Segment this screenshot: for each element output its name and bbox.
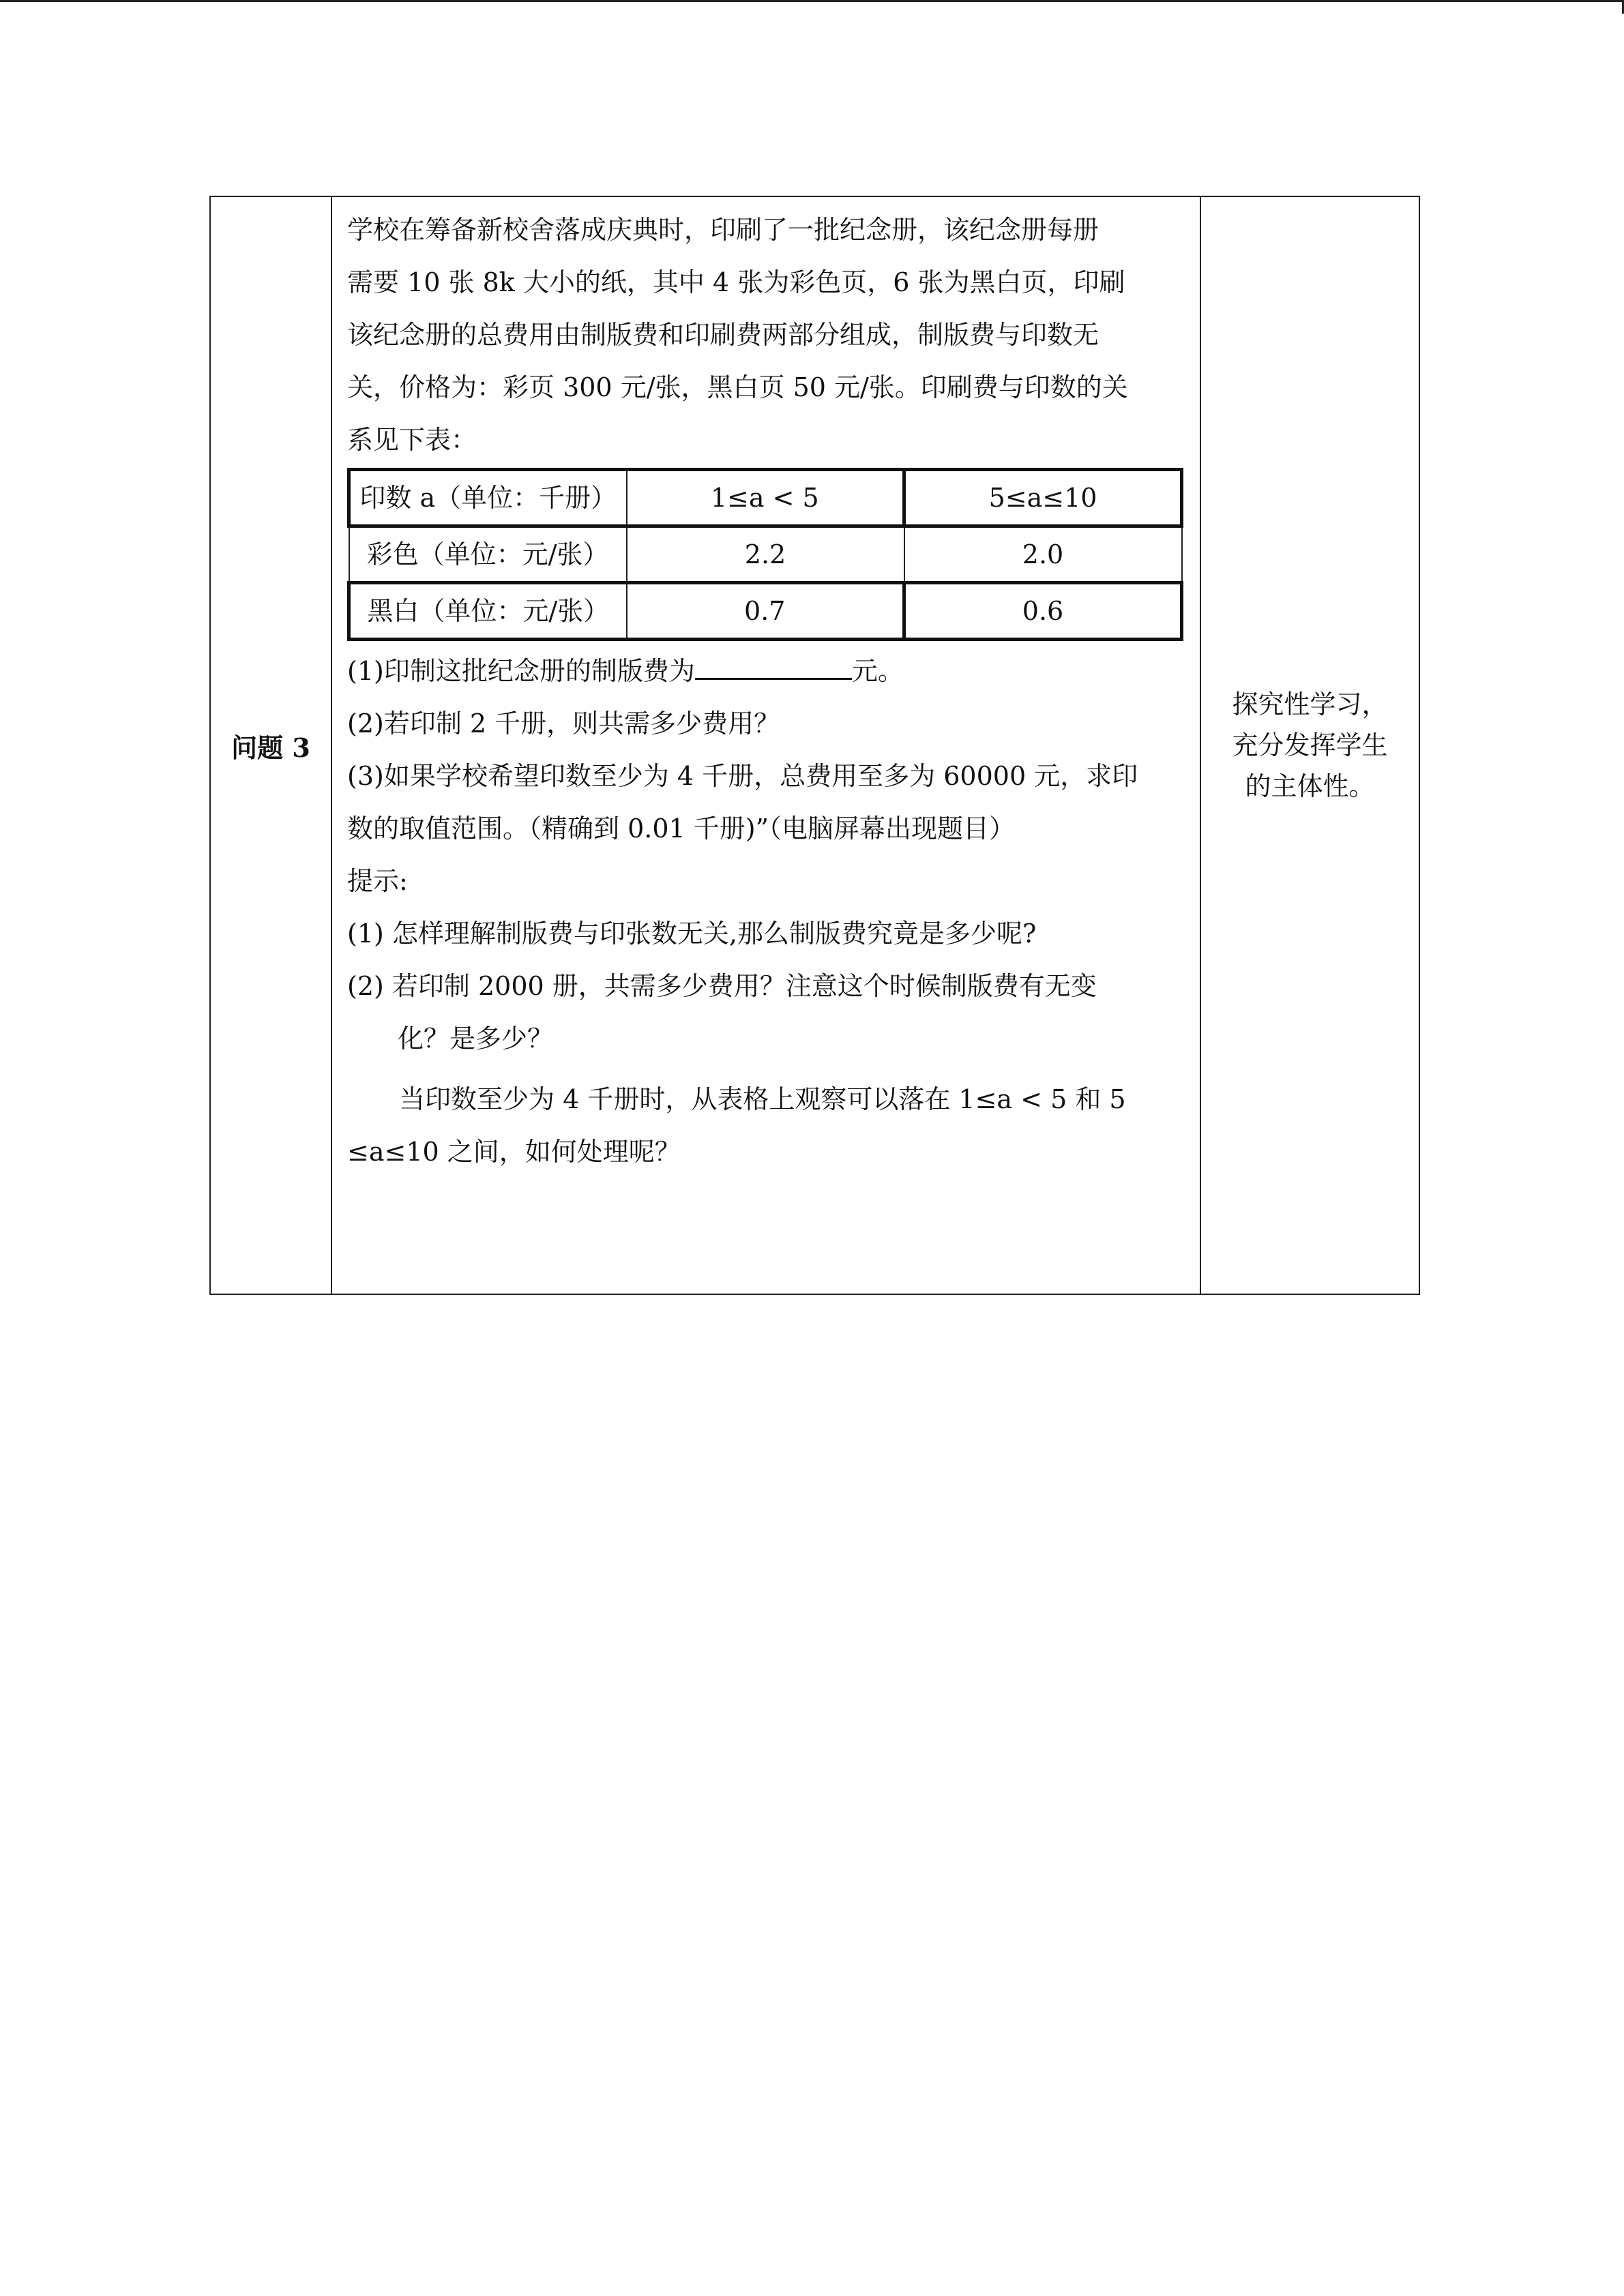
question-3-line: 数的取值范围。（精确到 0.01 千册)”（电脑屏幕出现题目） [347,814,1016,844]
design-note [1201,684,1419,807]
answer-blank [695,652,852,680]
price-table-header-cell: 印数 a（单位：千册） [349,470,627,526]
price-table-cell: 彩色（单位：元/张） [349,526,627,583]
price-table-header-cell: 1≤a < 5 [627,470,904,526]
problem-line: 需要 10 张 8k 大小的纸，其中 4 张为彩色页，6 张为黑白页，印刷 [347,267,1125,297]
content-body [332,197,1200,1178]
price-table-cell: 2.2 [627,526,904,583]
price-table-row [349,583,1182,640]
problem-line: 系见下表： [347,425,477,455]
note-line: 探究性学习， [1232,689,1388,719]
closing-line: ≤a≤10 之间，如何处理呢？ [347,1137,681,1167]
problem-line: 该纪念册的总费用由制版费和印刷费两部分组成，制版费与印数无 [347,320,1099,350]
price-table-cell: 黑白（单位：元/张） [349,583,627,640]
question-1 [347,645,1185,698]
row-label-cell [210,196,331,1294]
note-cell [1200,196,1419,1294]
content-cell [331,196,1200,1294]
price-table [347,468,1183,641]
price-table-row [349,526,1182,583]
problem-line: 学校在筹备新校舍落成庆典时，印刷了一批纪念册，该纪念册每册 [347,215,1099,245]
hint-item-continued: 化？是多少？ [398,1024,554,1054]
hints-title: 提示: [347,866,408,896]
hint-item: (2) 若印制 2000 册，共需多少费用？注意这个时候制版费有无变 [347,971,1097,1001]
closing-line: 当印数至少为 4 千册时，从表格上观察可以落在 1≤a < 5 和 5 [399,1084,1126,1114]
price-table-cell: 0.7 [627,583,904,640]
price-table-cell: 0.6 [904,583,1182,640]
lesson-plan-table [209,196,1420,1295]
row-label: 问题 3 [231,732,310,763]
price-table-header-row [349,470,1182,526]
question-2: (2)若印制 2 千册，则共需多少费用？ [347,709,780,739]
question-1-unit: 元。 [851,656,904,686]
question-1-text: (1)印制这批纪念册的制版费为 [347,656,695,686]
hint-item: (1) 怎样理解制版费与印张数无关,那么制版费究竟是多少呢? [347,919,1037,949]
problem-line: 关，价格为：彩页 300 元/张，黑白页 50 元/张。印刷费与印数的关 [347,372,1128,402]
lesson-plan-row [210,196,1419,1294]
page-top-rule [0,0,1624,2]
price-table-header-cell: 5≤a≤10 [904,470,1182,526]
note-line: 的主体性。 [1245,771,1375,801]
question-3-line: (3)如果学校希望印数至少为 4 千册，总费用至多为 60000 元，求印 [347,761,1138,791]
note-line: 充分发挥学生 [1232,730,1388,760]
price-table-cell: 2.0 [904,526,1182,583]
